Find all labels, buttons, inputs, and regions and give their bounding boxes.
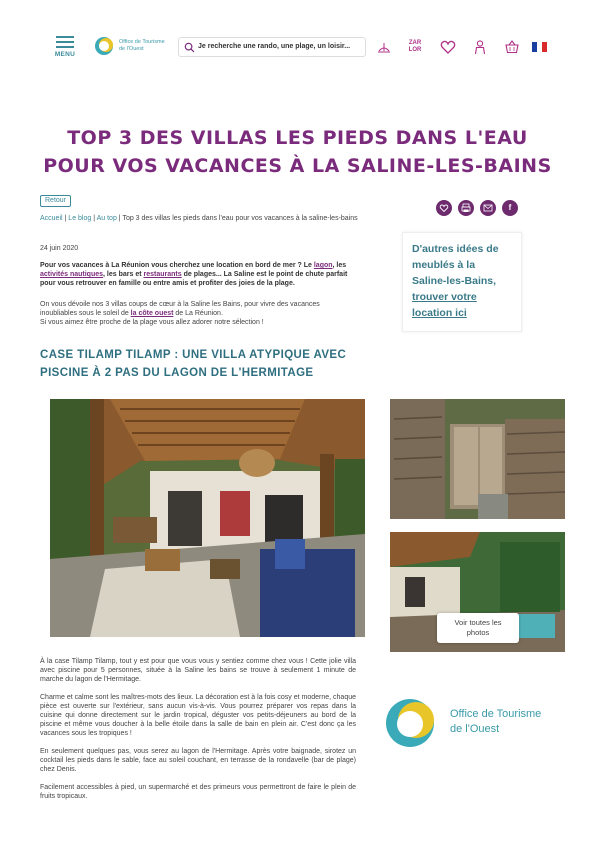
heart-icon[interactable]	[440, 39, 456, 55]
breadcrumb	[40, 215, 360, 224]
breadcrumb-blog[interactable]: Le blog	[68, 215, 92, 222]
hamburger-icon-bar	[56, 46, 74, 48]
share-print-button[interactable]	[458, 200, 474, 216]
description-paragraph: Charme et calme sont les maîtres-mots des lieux. La décoration est à la fois cosy et moderne, chaque pièce est ouverte sur l'extérieur, sans aucun vis-à-vis. Vous pourrez préparer vos repas dans la cuisine qui donne directement sur le jardin tropical, déguster vos petits-déjeuners au bord de la piscine et même vous doucher à la belle étoile dans la salle de bain en plein air. C'est donc ça les vacances sous les tropiques !	[40, 694, 356, 737]
selection-paragraph	[40, 300, 358, 327]
related-rentals-box	[402, 232, 522, 332]
description-paragraph: Facilement accessibles à pied, un supermarché et des primeurs vous permettront de faire le plein de fruits tropicaux.	[40, 784, 356, 800]
page-title: TOP 3 DES VILLAS LES PIEDS DANS L'EAU POUR VOS VACANCES À LA SALINE-LES-BAINS	[43, 127, 552, 177]
villa-gate-photo[interactable]	[390, 399, 565, 519]
selection-text: On vous dévoile nos 3 villas coups de cœur à la Saline les Bains, pour vivre des vacances inoubliables sous le soleil de	[40, 301, 320, 317]
share-facebook-button[interactable]	[502, 200, 518, 216]
footer-logo-line2: de l'Ouest	[450, 723, 500, 735]
intro-paragraph	[40, 261, 358, 288]
selection-text: Si vous aimez être proche de la plage vous allez adorer notre sélection !	[40, 319, 264, 326]
share-heart-button[interactable]	[436, 200, 452, 216]
intro-text: , les bars et	[103, 271, 144, 278]
villa-terrace-image	[50, 399, 365, 637]
breadcrumb-sep: |	[116, 215, 123, 222]
cote-ouest-link[interactable]: la côte ouest	[130, 310, 174, 317]
zarlor-text-1: ZAR	[408, 40, 422, 46]
description-paragraph: À la case Tilamp Tilamp, tout y est pour que vous vous y sentiez comme chez vous ! Cette jolie villa avec piscine pour 5 personnes, située à la Saline les bains se trouve à seulement 1 minute de marche du lagon de l'Hermitage.	[40, 658, 356, 683]
breadcrumb-top[interactable]: Au top	[96, 215, 117, 222]
see-all-photos-button[interactable]	[437, 613, 519, 643]
hamburger-icon-bar	[56, 41, 74, 43]
logo-mark-icon	[93, 35, 115, 57]
print-icon	[458, 200, 474, 216]
facebook-icon: f	[508, 203, 512, 212]
logo-mark-icon	[382, 695, 438, 751]
description-paragraph: En seulement quelques pas, vous serez au lagon de l'Hermitage. Après votre baignade, sirotez un cocktail les pieds dans le sable, face au soleil couchant, en terrasse de la rondavelle (bar de plage) chez Denis.	[40, 748, 356, 773]
villa-gate-image	[390, 399, 565, 519]
search-placeholder: Je recherche une rando, une plage, un loisir...	[198, 43, 351, 50]
see-all-photos-label-2: photos	[466, 628, 490, 637]
footer-logo-line1: Office de Tourisme	[450, 708, 542, 720]
section-title: CASE TILAMP TILAMP : UNE VILLA ATYPIQUE AVEC PISCINE À 2 PAS DU LAGON DE L'HERMITAGE	[40, 349, 347, 379]
french-flag-icon[interactable]	[532, 42, 547, 52]
villa-main-photo[interactable]	[50, 399, 365, 637]
related-title-1: D'autres idées de	[412, 243, 499, 255]
mail-icon	[480, 200, 496, 216]
villa-description	[40, 657, 356, 810]
intro-text: de plages... La Saline est le point de chute parfait pour vous retrouver en famille ou entre amis et profiter des joies de la plage.	[40, 271, 348, 287]
logo-text-line2: de l'Ouest	[119, 46, 144, 52]
heart-icon	[436, 200, 452, 216]
find-rental-link[interactable]: trouver votre	[412, 291, 477, 303]
activites-link[interactable]: activités nautiques	[40, 271, 104, 278]
logo-text-line1: Office de Tourisme	[119, 39, 165, 45]
related-title-2: meublés à la	[412, 259, 476, 271]
menu-label: MENU	[54, 51, 76, 58]
selection-text: de La Réunion.	[173, 310, 223, 317]
site-logo[interactable]	[93, 35, 173, 59]
menu-button[interactable]	[54, 36, 76, 62]
breadcrumb-home[interactable]: Accueil	[40, 215, 63, 222]
basket-icon[interactable]	[504, 39, 520, 55]
search-icon	[184, 42, 195, 53]
logo-text	[119, 39, 165, 53]
account-icon[interactable]	[472, 39, 488, 55]
footer-logo-text	[450, 707, 541, 737]
breadcrumb-current: Top 3 des villas les pieds dans l'eau pour vos vacances à la saline-les-bains	[122, 215, 358, 222]
intro-text: Pour vos vacances à La Réunion vous cherchez une location en bord de mer ? Le	[40, 262, 314, 269]
back-button[interactable]: Retour	[40, 195, 71, 207]
restaurants-link[interactable]: restaurants	[143, 271, 182, 278]
share-mail-button[interactable]	[480, 200, 496, 216]
lagon-link[interactable]: lagon	[313, 262, 333, 269]
zarlor-text-2: LOR	[408, 47, 422, 53]
search-input[interactable]	[178, 37, 366, 57]
zarlor-icon[interactable]	[407, 40, 423, 56]
hamburger-icon	[56, 36, 74, 38]
breadcrumb-sep: |	[91, 215, 97, 222]
see-all-photos-label-1: Voir toutes les	[454, 618, 502, 627]
travel-icon[interactable]	[376, 39, 392, 55]
publish-date: 24 juin 2020	[40, 245, 79, 252]
related-title-3: Saline-les-Bains,	[412, 275, 497, 287]
footer-logo[interactable]	[382, 695, 562, 751]
intro-text: , les	[332, 262, 347, 269]
breadcrumb-sep: |	[62, 215, 69, 222]
find-rental-link-2[interactable]: location ici	[412, 307, 467, 319]
site-header	[0, 30, 595, 64]
